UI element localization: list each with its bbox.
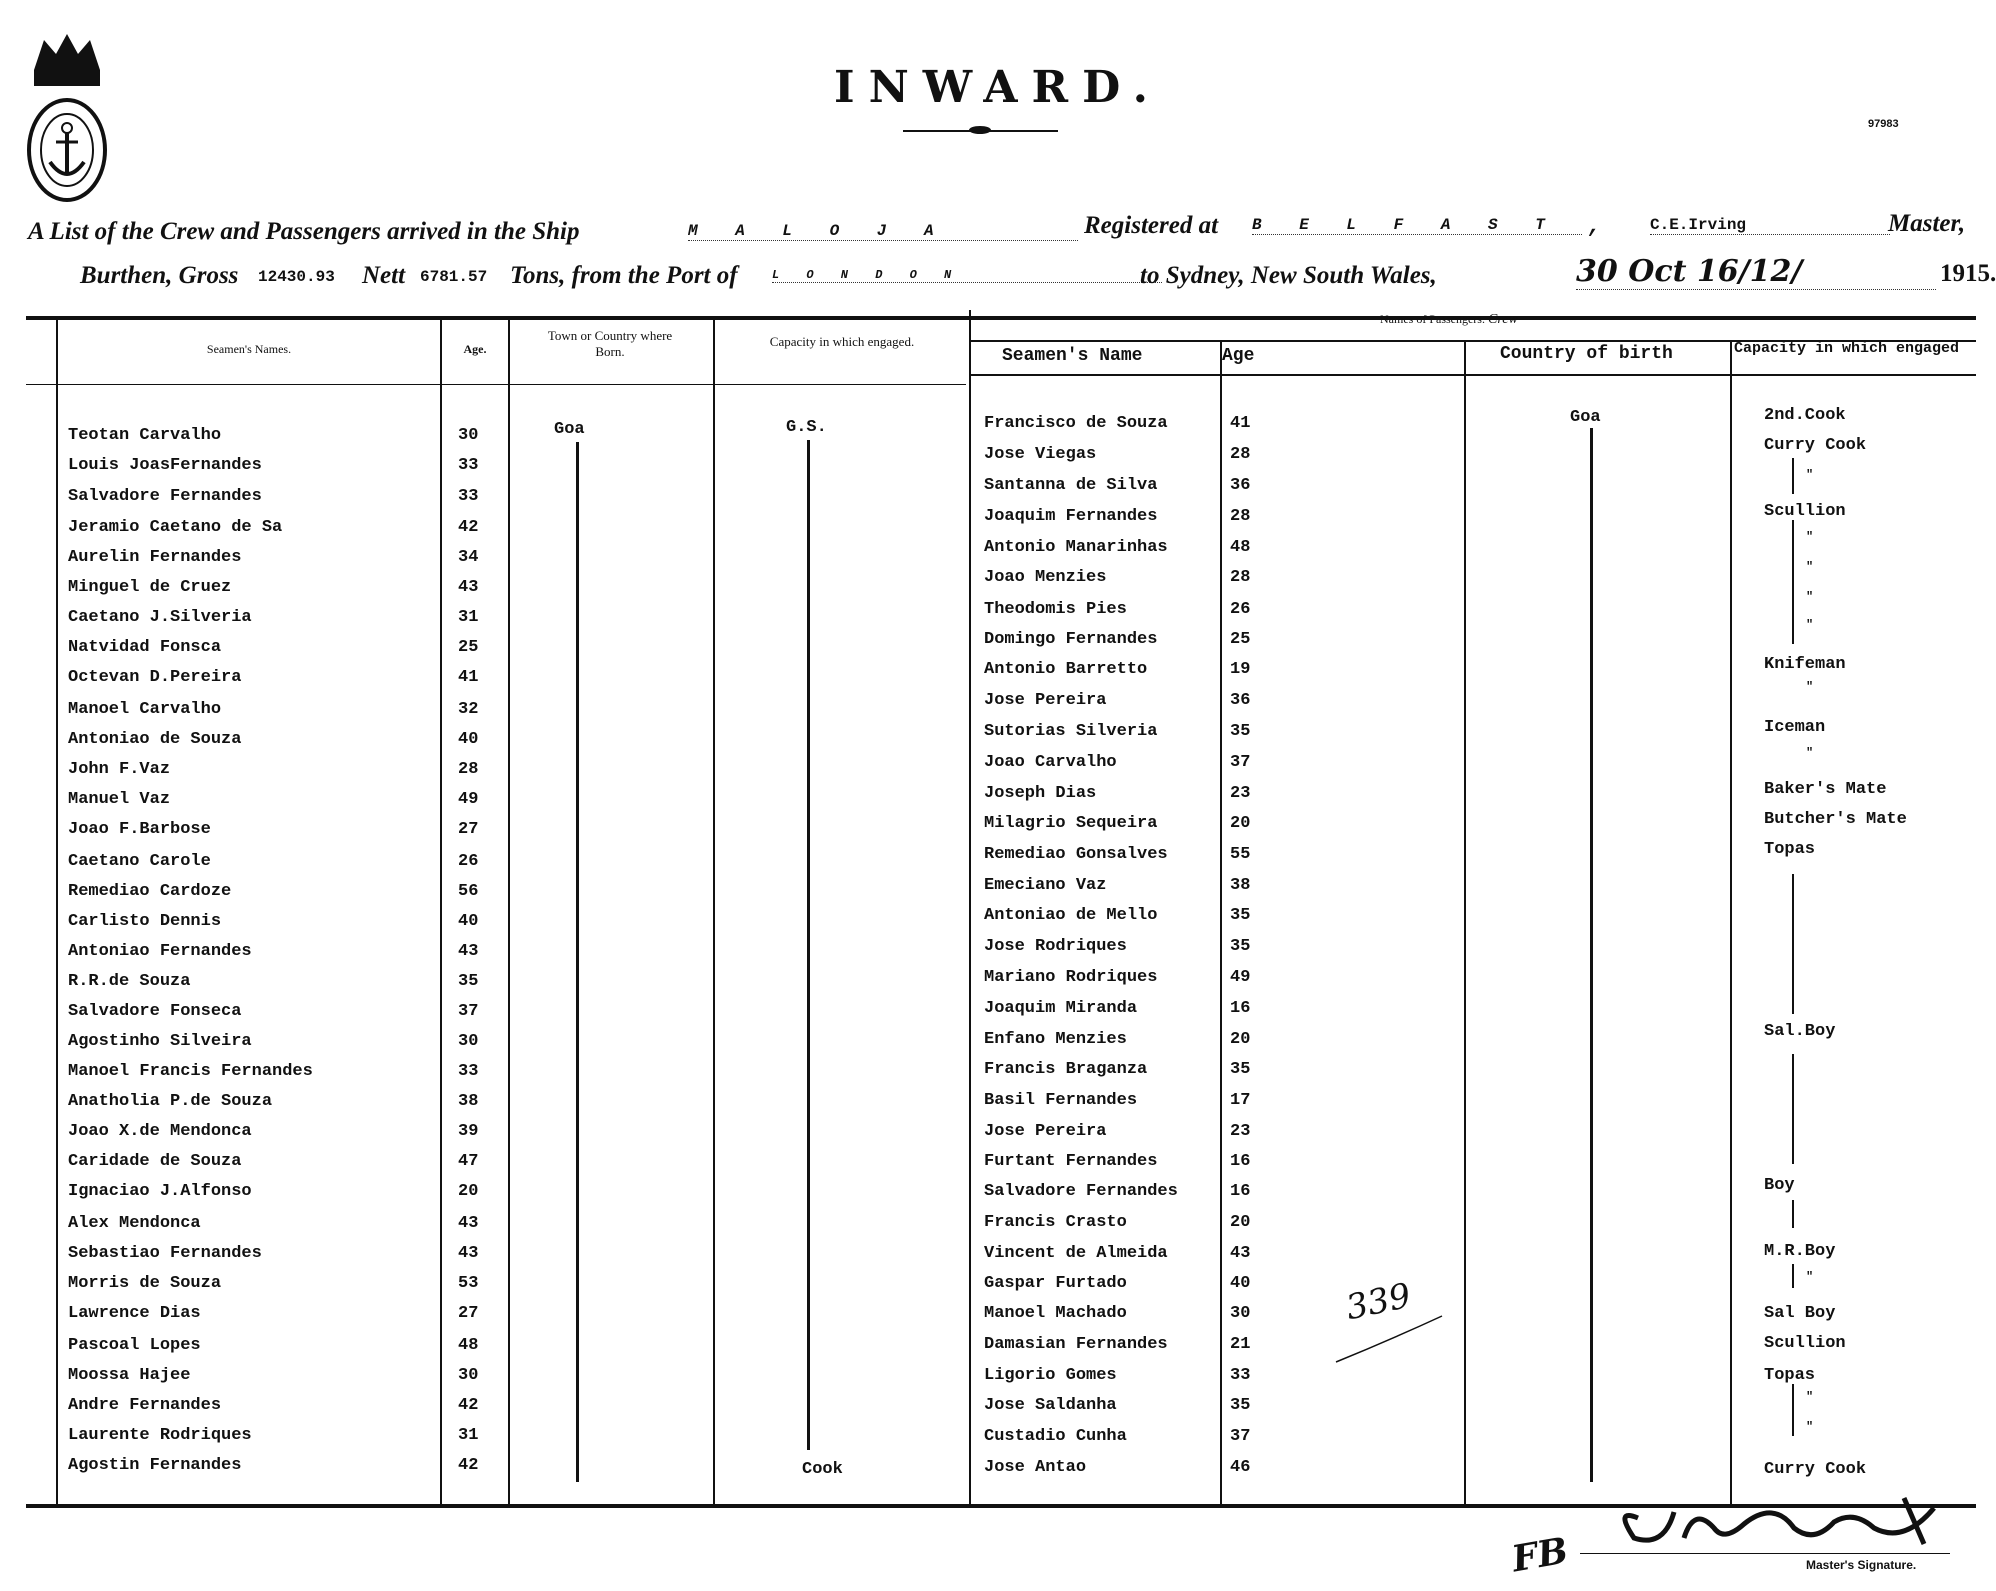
passenger-name: Salvadore Fernandes (984, 1182, 1178, 1201)
left-capacity-ditto (807, 440, 810, 1450)
gross-tons: 12430.93 (258, 268, 335, 286)
passenger-age: 48 (1230, 538, 1251, 557)
seaman-name: Caetano J.Silveria (68, 608, 252, 627)
passenger-age: 37 (1230, 1427, 1251, 1446)
left-town-first: Goa (554, 420, 585, 439)
passenger-capacity: " (1806, 560, 1814, 574)
passenger-age: 20 (1230, 1030, 1251, 1049)
passenger-age: 20 (1230, 1213, 1251, 1232)
burthen-label: Burthen, Gross (80, 262, 239, 289)
initials: FB (1508, 1529, 1572, 1581)
passenger-name: Joaquim Miranda (984, 999, 1138, 1018)
passenger-name: Santanna de Silva (984, 476, 1158, 495)
passenger-name: Custadio Cunha (984, 1427, 1127, 1446)
passenger-capacity: Curry Cook (1764, 1460, 1867, 1479)
passenger-age: 25 (1230, 630, 1251, 649)
seaman-name: Sebastiao Fernandes (68, 1244, 262, 1263)
passenger-age: 35 (1230, 1396, 1251, 1415)
col-p-age: Age (1222, 346, 1255, 366)
passenger-age: 49 (1230, 968, 1251, 987)
passenger-name: Mariano Rodriques (984, 968, 1158, 987)
passenger-age: 23 (1230, 784, 1251, 803)
col-p-name: Seamen's Name (1002, 346, 1143, 366)
left-town-ditto (576, 442, 579, 1482)
seaman-age: 40 (458, 730, 479, 749)
anchor-seal-icon (26, 30, 108, 202)
seaman-name: Anatholia P.de Souza (68, 1092, 273, 1111)
reference-number: 97983 (1868, 118, 1899, 130)
passenger-name: Jose Viegas (984, 445, 1097, 464)
seaman-age: 43 (458, 1214, 479, 1233)
seaman-name: Carlisto Dennis (68, 912, 222, 931)
passenger-capacity: " (1806, 1420, 1814, 1434)
handwritten-note: 339 (1342, 1275, 1415, 1329)
passenger-name: Damasian Fernandes (984, 1335, 1168, 1354)
seaman-name: Salvadore Fonseca (68, 1002, 242, 1021)
seaman-age: 31 (458, 608, 479, 627)
passenger-capacity: Scullion (1764, 1334, 1846, 1353)
seaman-age: 33 (458, 1062, 479, 1081)
seaman-age: 34 (458, 548, 479, 567)
seaman-age: 27 (458, 1304, 479, 1323)
seaman-age: 33 (458, 487, 479, 506)
passenger-capacity: Sal.Boy (1764, 1022, 1836, 1041)
seaman-age: 31 (458, 1426, 479, 1445)
passenger-age: 36 (1230, 476, 1251, 495)
passenger-capacity: " (1806, 680, 1814, 694)
passenger-name: Joaquim Fernandes (984, 507, 1158, 526)
seaman-name: Moossa Hajee (68, 1366, 191, 1385)
passenger-name: Jose Antao (984, 1458, 1087, 1477)
seaman-age: 30 (458, 1032, 479, 1051)
seaman-name: Joao X.de Mendonca (68, 1122, 252, 1141)
passenger-name: Theodomis Pies (984, 600, 1127, 619)
seaman-name: Remediao Cardoze (68, 882, 232, 901)
right-country-first: Goa (1570, 408, 1601, 427)
master-label: Master, (1888, 210, 1966, 237)
ship-name: M A L O J A (688, 222, 1078, 241)
passenger-age: 16 (1230, 999, 1251, 1018)
seaman-name: John F.Vaz (68, 760, 171, 779)
passenger-age: 55 (1230, 845, 1251, 864)
seaman-name: Manoel Francis Fernandes (68, 1062, 313, 1081)
passenger-age: 40 (1230, 1274, 1251, 1293)
passenger-age: 19 (1230, 660, 1251, 679)
seaman-name: Ignaciao J.Alfonso (68, 1182, 252, 1201)
passenger-age: 28 (1230, 445, 1251, 464)
passenger-age: 33 (1230, 1366, 1251, 1385)
passenger-capacity: " (1806, 618, 1814, 632)
passenger-name: Jose Pereira (984, 691, 1107, 710)
seaman-age: 42 (458, 1396, 479, 1415)
seaman-name: Laurente Rodriques (68, 1426, 252, 1445)
seaman-age: 42 (458, 518, 479, 537)
left-capacity-first: G.S. (786, 418, 827, 437)
seaman-name: Caridade de Souza (68, 1152, 242, 1171)
seaman-name: Andre Fernandes (68, 1396, 222, 1415)
seaman-name: R.R.de Souza (68, 972, 191, 991)
seaman-age: 32 (458, 700, 479, 719)
date-handwritten: 30 Oct 16/12/ (1576, 254, 1936, 290)
passenger-age: 28 (1230, 568, 1251, 587)
passenger-capacity: " (1806, 1390, 1814, 1404)
passenger-age: 26 (1230, 600, 1251, 619)
seaman-age: 30 (458, 426, 479, 445)
col-p-country: Country of birth (1500, 344, 1673, 364)
passenger-name: Milagrio Sequeira (984, 814, 1158, 833)
passenger-age: 28 (1230, 507, 1251, 526)
seaman-age: 41 (458, 668, 479, 687)
passenger-capacity: Scullion (1764, 502, 1846, 521)
seaman-name: Antoniao Fernandes (68, 942, 252, 961)
shipping-master-seal (26, 30, 108, 202)
passenger-capacity: " (1806, 746, 1814, 760)
master-signature (1604, 1488, 1964, 1558)
passenger-age: 46 (1230, 1458, 1251, 1477)
passenger-capacity: Boy (1764, 1176, 1795, 1195)
passenger-capacity: Topas (1764, 1366, 1816, 1385)
passenger-name: Enfano Menzies (984, 1030, 1127, 1049)
seaman-name: Agostin Fernandes (68, 1456, 242, 1475)
title-ornament (903, 130, 1058, 132)
passenger-capacity: Topas (1764, 840, 1816, 859)
passenger-age: 23 (1230, 1122, 1251, 1141)
header-line-2 (80, 254, 1996, 302)
passenger-age: 37 (1230, 753, 1251, 772)
seaman-age: 35 (458, 972, 479, 991)
passenger-name: Francisco de Souza (984, 414, 1168, 433)
header-prefix-1: A List of the Crew and Passengers arrived in the Ship (28, 218, 580, 245)
seaman-age: 53 (458, 1274, 479, 1293)
passenger-name: Furtant Fernandes (984, 1152, 1158, 1171)
signature-line (1580, 1553, 1950, 1554)
passenger-capacity: " (1806, 1270, 1814, 1284)
passenger-name: Joao Carvalho (984, 753, 1117, 772)
passenger-age: 21 (1230, 1335, 1251, 1354)
seaman-name: Octevan D.Pereira (68, 668, 242, 687)
left-capacity-last: Cook (802, 1460, 843, 1479)
passenger-name: Jose Saldanha (984, 1396, 1117, 1415)
passenger-age: 35 (1230, 1060, 1251, 1079)
passenger-name: Jose Pereira (984, 1122, 1107, 1141)
passenger-name: Sutorias Silveria (984, 722, 1158, 741)
master-name: C.E.Irving (1650, 216, 1890, 235)
seaman-age: 43 (458, 942, 479, 961)
passenger-name: Vincent de Almeida (984, 1244, 1168, 1263)
passenger-age: 17 (1230, 1091, 1251, 1110)
registered-port: B E L F A S T (1252, 216, 1582, 235)
passenger-capacity: Iceman (1764, 718, 1826, 737)
seaman-name: Morris de Souza (68, 1274, 222, 1293)
seaman-name: Natvidad Fonsca (68, 638, 222, 657)
col-town-country: Town or Country where Born. (547, 328, 673, 359)
signature-mark-icon (1604, 1488, 1964, 1558)
passengers-heading: Names of Passengers. (1380, 312, 1485, 326)
seaman-age: 40 (458, 912, 479, 931)
nett-tons: 6781.57 (420, 268, 488, 286)
col-seamens-names: Seamen's Names. (206, 342, 292, 356)
seaman-name: Manoel Carvalho (68, 700, 222, 719)
seaman-age: 48 (458, 1336, 479, 1355)
passenger-age: 20 (1230, 814, 1251, 833)
passenger-capacity: 2nd.Cook (1764, 406, 1846, 425)
passenger-capacity: " (1806, 590, 1814, 604)
seaman-name: Teotan Carvalho (68, 426, 222, 445)
seaman-age: 30 (458, 1366, 479, 1385)
passenger-age: 36 (1230, 691, 1251, 710)
nett-label: Nett (362, 262, 406, 289)
seaman-age: 43 (458, 1244, 479, 1263)
seaman-name: Minguel de Cruez (68, 578, 232, 597)
passenger-name: Antonio Barretto (984, 660, 1148, 679)
page-title: INWARD. (833, 62, 1162, 113)
seaman-name: Pascoal Lopes (68, 1336, 201, 1355)
seaman-name: Lawrence Dias (68, 1304, 201, 1323)
header-line-1: A List of the Crew and Passengers arrived in the Ship M A L O J A Registered at B E L F A S T , C.E.Irving Master, (28, 210, 1966, 245)
seaman-age: 25 (458, 638, 479, 657)
seaman-age: 27 (458, 820, 479, 839)
passenger-age: 16 (1230, 1182, 1251, 1201)
passenger-name: Ligorio Gomes (984, 1366, 1117, 1385)
passenger-name: Jose Rodriques (984, 937, 1127, 956)
passenger-name: Remediao Gonsalves (984, 845, 1168, 864)
passenger-age: 43 (1230, 1244, 1251, 1263)
passenger-name: Basil Fernandes (984, 1091, 1138, 1110)
passenger-capacity: Butcher's Mate (1764, 810, 1907, 829)
seaman-age: 38 (458, 1092, 479, 1111)
passenger-capacity: M.R.Boy (1764, 1242, 1836, 1261)
passenger-capacity: Sal Boy (1764, 1304, 1836, 1323)
col-p-capacity: Capacity in which engaged (1734, 340, 1960, 357)
passenger-capacity: Baker's Mate (1764, 780, 1887, 799)
tons-label: Tons, from the Port of (510, 262, 738, 289)
passenger-capacity: " (1806, 530, 1814, 544)
passengers-heading-handwritten: Crew (1487, 312, 1518, 327)
seaman-name: Antoniao de Souza (68, 730, 242, 749)
passenger-age: 38 (1230, 876, 1251, 895)
seaman-name: Caetano Carole (68, 852, 211, 871)
seaman-age: 49 (458, 790, 479, 809)
passenger-age: 35 (1230, 722, 1251, 741)
passenger-name: Antonio Manarinhas (984, 538, 1168, 557)
seaman-age: 42 (458, 1456, 479, 1475)
seaman-name: Louis JoasFernandes (68, 456, 262, 475)
passenger-name: Francis Crasto (984, 1213, 1127, 1232)
passenger-name: Joao Menzies (984, 568, 1107, 587)
seaman-age: 33 (458, 456, 479, 475)
note-underline (1330, 1310, 1450, 1370)
seaman-age: 56 (458, 882, 479, 901)
col-age: Age. (463, 342, 487, 356)
passenger-name: Gaspar Furtado (984, 1274, 1127, 1293)
passenger-age: 30 (1230, 1304, 1251, 1323)
passenger-age: 41 (1230, 414, 1251, 433)
seaman-age: 43 (458, 578, 479, 597)
passenger-age: 16 (1230, 1152, 1251, 1171)
passenger-capacity: Curry Cook (1764, 436, 1867, 455)
year: 1915. (1940, 260, 1996, 287)
seaman-name: Aurelin Fernandes (68, 548, 242, 567)
destination-label: to Sydney, New South Wales, (1140, 262, 1437, 289)
passenger-name: Antoniao de Mello (984, 906, 1158, 925)
table-top-rule (26, 316, 1976, 320)
seaman-age: 37 (458, 1002, 479, 1021)
from-port: L O N D O N (772, 268, 1162, 283)
passenger-name: Domingo Fernandes (984, 630, 1158, 649)
seaman-name: Manuel Vaz (68, 790, 171, 809)
col-passengers-heading (1380, 312, 1680, 328)
seaman-name: Salvadore Fernandes (68, 487, 262, 506)
passenger-age: 35 (1230, 937, 1251, 956)
passenger-age: 35 (1230, 906, 1251, 925)
seaman-name: Joao F.Barbose (68, 820, 211, 839)
seaman-age: 39 (458, 1122, 479, 1141)
seaman-name: Agostinho Silveira (68, 1032, 252, 1051)
passenger-name: Francis Braganza (984, 1060, 1148, 1079)
seaman-age: 47 (458, 1152, 479, 1171)
seaman-age: 28 (458, 760, 479, 779)
signature-label: Master's Signature. (1806, 1558, 1917, 1572)
passenger-capacity: " (1806, 468, 1814, 482)
seaman-age: 20 (458, 1182, 479, 1201)
right-country-ditto (1590, 428, 1593, 1482)
seaman-name: Alex Mendonca (68, 1214, 201, 1233)
passenger-capacity: Knifeman (1764, 655, 1846, 674)
col-capacity: Capacity in which engaged. (769, 334, 915, 349)
passenger-name: Joseph Dias (984, 784, 1097, 803)
registered-label: Registered at (1084, 212, 1219, 239)
passenger-name: Manoel Machado (984, 1304, 1127, 1323)
seaman-age: 26 (458, 852, 479, 871)
seaman-name: Jeramio Caetano de Sa (68, 518, 283, 537)
passenger-name: Emeciano Vaz (984, 876, 1107, 895)
